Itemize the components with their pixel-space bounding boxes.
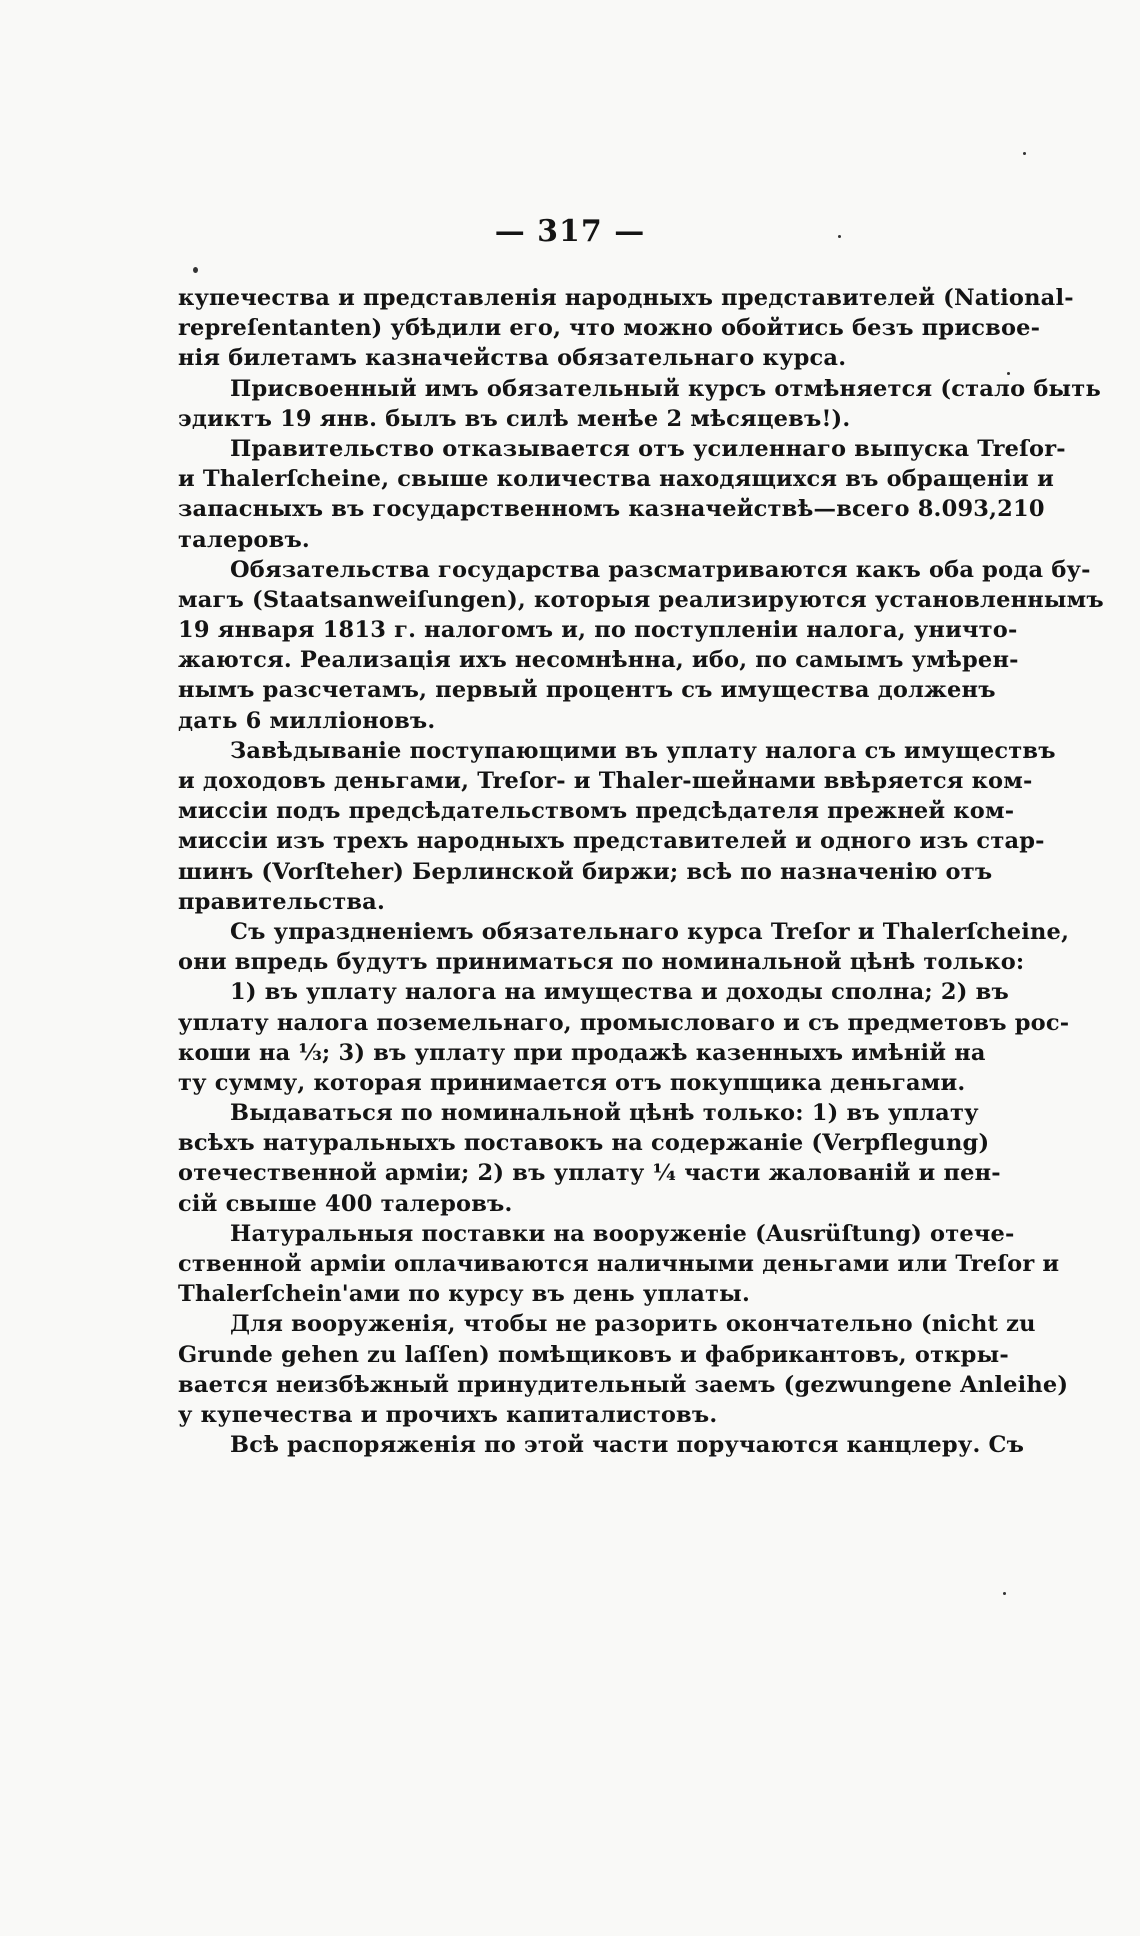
text-line: запасныхъ въ государственномъ казначействѣ—всего 8.093,210 — [178, 496, 1045, 523]
scan-speck — [1003, 1592, 1006, 1595]
text-line: дать 6 милліоновъ. — [178, 707, 436, 734]
text-line: Натуральныя поставки на вооруженіе (Ausrüſtung) отече- — [230, 1220, 1015, 1247]
text-line: вается неизбѣжный принудительный заемъ (gezwungene Anleihe) — [178, 1371, 1069, 1398]
text-line: эдиктъ 19 янв. былъ въ силѣ менѣе 2 мѣсяцевъ!). — [178, 405, 851, 432]
text-line: Grunde gehen zu laſſen) помѣщиковъ и фабрикантовъ, откры- — [178, 1341, 1009, 1368]
text-line: 19 января 1813 г. налогомъ и, по поступленіи налога, уничто- — [178, 617, 1018, 644]
text-line: и доходовъ деньгами, Treſor- и Thaler-шейнами ввѣряется ком- — [178, 768, 1033, 794]
text-line: коши на ⅓; 3) въ уплату при продажѣ казенныхъ имѣній на — [178, 1039, 986, 1066]
text-line: миссіи подъ предсѣдательствомъ предсѣдателя прежней ком- — [178, 798, 1015, 825]
text-line: всѣхъ натуральныхъ поставокъ на содержаніе (Verpflegung) — [178, 1130, 990, 1157]
text-line: Завѣдываніе поступающими въ уплату налога съ имуществъ — [230, 737, 1056, 764]
text-line: Выдаваться по номинальной цѣнѣ только: 1) въ уплату — [230, 1100, 979, 1127]
text-line: жаются. Реализація ихъ несомнѣнна, ибо, по самымъ умѣрен- — [178, 647, 1019, 674]
text-line: уплату налога поземельнаго, промысловаго и съ предметовъ рос- — [178, 1009, 1070, 1036]
text-line: ственной арміи оплачиваются наличными деньгами или Treſor и — [178, 1251, 1060, 1277]
text-line: миссіи изъ трехъ народныхъ представителей и одного изъ стар- — [178, 828, 1045, 855]
scan-speck — [1023, 152, 1026, 155]
body-text — [178, 283, 1104, 1460]
text-line: Для вооруженія, чтобы не разорить окончательно (nicht zu — [230, 1311, 1036, 1338]
scan-speck — [838, 235, 841, 238]
text-line: Thalerſchein'ами по курсу въ день уплаты. — [178, 1281, 750, 1308]
text-line: ту сумму, которая принимается отъ покупщика деньгами. — [178, 1069, 966, 1096]
text-line: шинъ (Vorſteher) Берлинской биржи; всѣ по назначенію отъ — [178, 858, 993, 885]
text-line: Съ упраздненіемъ обязательнаго курса Treſor и Thalerſcheine, — [230, 918, 1070, 945]
page-number: — 317 — — [494, 214, 646, 249]
text-line: они впредь будутъ приниматься по номинальной цѣнѣ только: — [178, 949, 1025, 976]
text-line: купечества и представленія народныхъ представителей (National- — [178, 285, 1074, 311]
text-line: Обязательства государства разсматриваются какъ оба рода бу- — [230, 556, 1091, 583]
text-line: талеровъ. — [178, 526, 310, 553]
text-line: сій свыше 400 талеровъ. — [178, 1190, 513, 1217]
text-line: Всѣ распоряженія по этой части поручаются канцлеру. Съ — [230, 1432, 1025, 1459]
scan-speck — [1007, 372, 1010, 375]
text-line: и Thalerſcheine, свыше количества находящихся въ обращеніи и — [178, 466, 1054, 493]
text-line: правительства. — [178, 888, 385, 915]
text-line: магъ (Staatsanweiſungen), которыя реализируются установленнымъ — [178, 586, 1104, 613]
text-line: repreſentanten) убѣдили его, что можно обойтись безъ присвое- — [178, 315, 1041, 342]
scan-speck — [193, 267, 198, 273]
text-line: Правительство отказывается отъ усиленнаго выпуска Treſor- — [230, 435, 1066, 462]
text-line: у купечества и прочихъ капиталистовъ. — [178, 1401, 718, 1428]
text-line: отечественной арміи; 2) въ уплату ¼ части жалованій и пен- — [178, 1160, 1001, 1187]
text-line: нымъ разсчетамъ, первый процентъ съ имущества долженъ — [178, 677, 996, 704]
text-line: Присвоенный имъ обязательный курсъ отмѣняется (стало быть — [230, 375, 1101, 402]
text-line: нія билетамъ казначейства обязательнаго курса. — [178, 345, 847, 372]
text-line: 1) въ уплату налога на имущества и доходы сполна; 2) въ — [230, 979, 1009, 1006]
